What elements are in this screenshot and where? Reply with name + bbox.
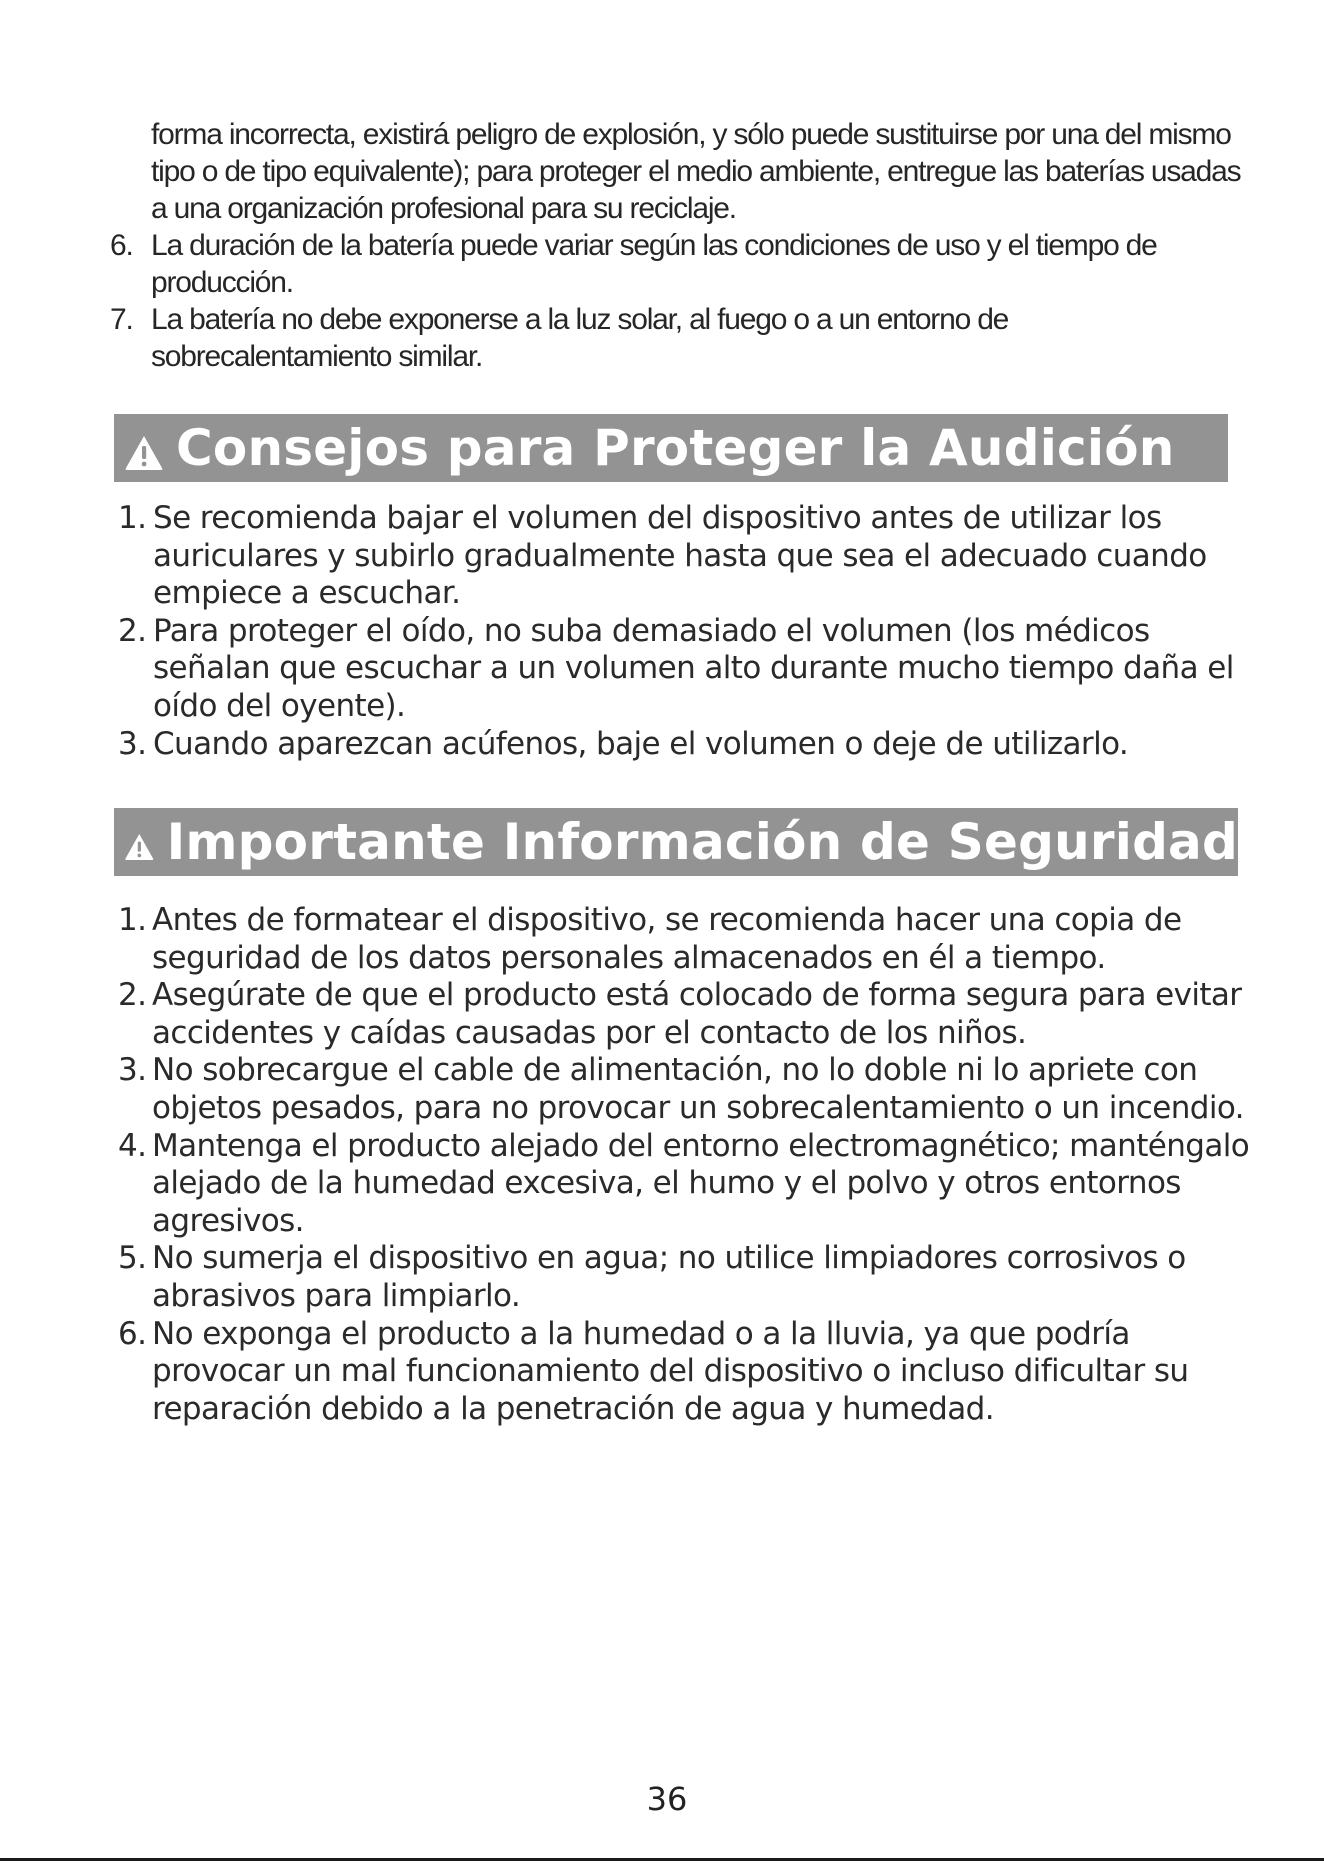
list-item-number: 6.	[110, 229, 133, 262]
list-item-text: Para proteger el oído, no suba demasiado el volumen (los médicos señalan que escuchar a un volumen alto durante mucho tiempo daña el oído del oyente).	[153, 612, 1234, 724]
list-item	[118, 1052, 1268, 1127]
warning-triangle-icon	[124, 433, 164, 473]
list-item-number: 5.	[118, 1240, 147, 1277]
section-header-safety-information	[114, 808, 1238, 876]
list-item-number: 3.	[118, 1052, 147, 1089]
list-item-text: Se recomienda bajar el volumen del dispositivo antes de utilizar los auriculares y subirlo gradualmente hasta que sea el adecuado cuando empiece a escuchar.	[153, 500, 1207, 612]
list-item	[118, 1128, 1268, 1241]
list-item-text: Antes de formatear el dispositivo, se recomienda hacer una copia de seguridad de los datos personales almacenados en él a tiempo.	[152, 902, 1182, 976]
section-title: Consejos para Proteger la Audición	[176, 419, 1175, 477]
safety-information-list	[118, 902, 1268, 1428]
battery-notes-continuation	[110, 116, 1250, 375]
list-item-text: Asegúrate de que el producto está colocado de forma segura para evitar accidentes y caídas causadas por el contacto de los niños.	[152, 977, 1242, 1051]
list-item-number: 3.	[118, 725, 147, 762]
list-item-number: 1.	[118, 902, 147, 938]
list-item-text: La duración de la batería puede variar según las condiciones de uso y el tiempo de producción.	[151, 229, 1157, 299]
list-item	[118, 726, 1258, 764]
section-header-hearing-protection	[114, 414, 1228, 482]
warning-triangle-icon	[124, 827, 155, 867]
list-item-text: Cuando aparezcan acúfenos, baje el volumen o deje de utilizarlo.	[153, 725, 1129, 762]
page-number: 36	[646, 1780, 688, 1818]
list-item-number: 1.	[118, 500, 147, 536]
list-item-number: 4.	[118, 1127, 147, 1164]
list-item-number: 2.	[118, 612, 147, 649]
list-item	[110, 301, 1250, 375]
list-item-number: 6.	[118, 1315, 147, 1352]
list-item	[118, 977, 1268, 1052]
hearing-protection-list	[118, 500, 1258, 763]
list-item	[118, 1240, 1268, 1315]
list-item-text: La batería no debe exponerse a la luz solar, al fuego o a un entorno de sobrecalentamiento similar.	[151, 303, 1009, 373]
list-item	[118, 500, 1258, 613]
page-bottom-rule	[0, 1858, 1324, 1861]
list-item-text: No sobrecargue el cable de alimentación, no lo doble ni lo apriete con objetos pesados, para no provocar un sobrecalentamiento o un incendio.	[152, 1052, 1244, 1126]
list-item	[118, 902, 1268, 977]
list-item-text: No exponga el producto a la humedad o a la lluvia, ya que podría provocar un mal funcionamiento del dispositivo o incluso dificultar su reparación debido a la penetración de agua y humedad.	[152, 1315, 1189, 1427]
list-item-number: 2.	[118, 977, 147, 1014]
list-item-text: No sumerja el dispositivo en agua; no utilice limpiadores corrosivos o abrasivos para limpiarlo.	[152, 1240, 1186, 1314]
list-item	[110, 227, 1250, 301]
section-title: Importante Información de Seguridad	[166, 813, 1238, 871]
list-item-number: 7.	[110, 303, 133, 336]
list-item-text: Mantenga el producto alejado del entorno electromagnético; manténgalo alejado de la humedad excesiva, el humo y el polvo y otros entornos agresivos.	[152, 1127, 1250, 1239]
list-item	[118, 1316, 1268, 1429]
continuation-paragraph: forma incorrecta, existirá peligro de explosión, y sólo puede sustituirse por una del mismo tipo o de tipo equivalente); para proteger el medio ambiente, entregue las baterías usadas a una organización profesional para su reciclaje.	[151, 118, 1241, 225]
list-item	[118, 613, 1258, 726]
